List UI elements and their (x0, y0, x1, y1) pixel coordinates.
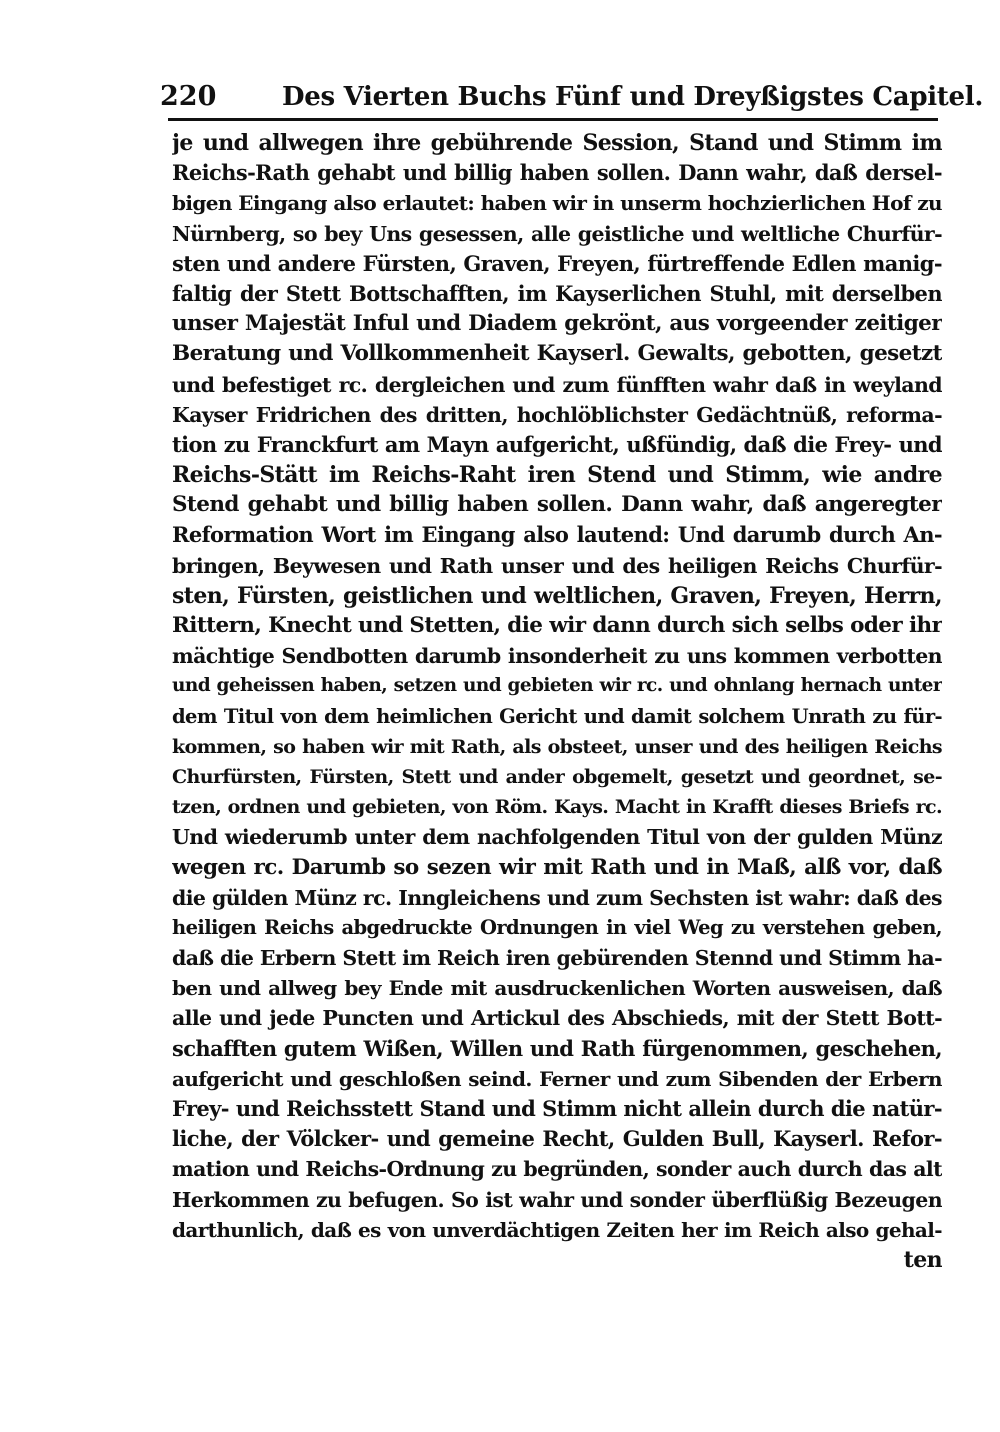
page-number: 220 (160, 81, 217, 112)
page-header (160, 80, 984, 120)
text-line: die gülden Münz rc. Inngleichens und zum Sechsten ist wahr: daß des (172, 885, 942, 910)
text-line: Reformation Wort im Eingang also lautend: Und darumb durch An- (172, 522, 942, 548)
text-line: wegen rc. Darumb so sezen wir mit Rath und in Maß, alß vor, daß (172, 854, 942, 880)
text-line: Herkommen zu befugen. So ist wahr und sonder überflüßig Bezeugen (172, 1187, 942, 1212)
text-line: kommen, so haben wir mit Rath, als obsteet, unser und des heiligen Reichs (172, 735, 942, 758)
text-line: je und allwegen ihre gebührende Session, Stand und Stimm im (172, 130, 942, 156)
text-line: mation und Reichs-Ordnung zu begründen, sonder auch durch das alt (172, 1157, 942, 1182)
text-line: bringen, Beywesen und Rath unser und des heiligen Reichs Churfür- (172, 553, 942, 578)
text-line: Stend gehabt und billig haben sollen. Dann wahr, daß angeregter (172, 492, 942, 518)
text-line: darthunlich, daß es von unverdächtigen Zeiten her im Reich also gehal- (172, 1217, 942, 1242)
text-line: Churfürsten, Fürsten, Stett und ander obgemelt, gesetzt und geordnet, se- (172, 765, 942, 788)
text-line: tzen, ordnen und gebieten, von Röm. Kays. Macht in Krafft dieses Briefs rc. (172, 796, 942, 819)
text-line: und befestiget rc. dergleichen und zum fünfften wahr daß in weyland (172, 372, 942, 397)
text-line: Kayser Fridrichen des dritten, hochlöblichster Gedächtnüß, reforma- (172, 402, 942, 427)
text-line: tion zu Franckfurt am Mayn aufgericht, ußfündig, daß die Frey- und (172, 431, 942, 457)
text-line: daß die Erbern Stett im Reich iren gebürenden Stennd und Stimm ha- (172, 946, 942, 971)
text-line: ben und allweg bey Ende mit ausdruckenlichen Worten ausweisen, daß (172, 976, 942, 1001)
text-line: Rittern, Knecht und Stetten, die wir dann durch sich selbs oder ihr (172, 613, 942, 638)
text-line: und geheissen haben, setzen und gebieten wir rc. und ohnlang hernach unter (172, 675, 942, 697)
text-line: faltig der Stett Bottschafften, im Kayserlichen Stuhl, mit derselben (172, 280, 942, 306)
text-line: schafften gutem Wißen, Willen und Rath fürgenommen, geschehen, (172, 1035, 942, 1061)
text-line: Reichs-Rath gehabt und billig haben sollen. Dann wahr, daß dersel- (172, 160, 942, 186)
catchword: ten (903, 1246, 942, 1273)
text-line: heiligen Reichs abgedruckte Ordnungen in viel Weg zu verstehen geben, (172, 915, 942, 939)
text-line: Nürnberg, so bey Uns gesessen, alle geistliche und weltliche Churfür- (172, 221, 942, 246)
text-line: Beratung und Vollkommenheit Kayserl. Gewalts, gebotten, gesetzt (172, 341, 942, 367)
text-line: Reichs-Stätt im Reichs-Raht iren Stend und Stimm, wie andre (172, 462, 942, 489)
text-line: liche, der Völcker- und gemeine Recht, Gulden Bull, Kayserl. Refor- (172, 1126, 942, 1152)
text-line: alle und jede Puncten und Artickul des Abschieds, mit der Stett Bott- (172, 1006, 942, 1031)
text-line: Frey- und Reichsstett Stand und Stimm nicht allein durch die natür- (172, 1096, 942, 1121)
header-rule (168, 118, 938, 121)
text-line: sten, Fürsten, geistlichen und weltlichen, Graven, Freyen, Herrn, (172, 582, 942, 609)
running-title: Des Vierten Buchs Fünf und Dreyßigstes Capitel. (282, 82, 984, 112)
text-line: mächtige Sendbotten darumb insonderheit zu uns kommen verbotten (172, 644, 942, 669)
text-line: Und wiederumb unter dem nachfolgenden Titul von der gulden Münz (172, 825, 942, 850)
text-line: aufgericht und geschloßen seind. Ferner und zum Sibenden der Erbern (172, 1066, 942, 1091)
text-line: sten und andere Fürsten, Graven, Freyen, fürtreffende Edlen manig- (172, 250, 942, 276)
body-text (172, 128, 942, 1275)
text-line: dem Titul von dem heimlichen Gericht und damit solchem Unrath zu für- (172, 704, 942, 728)
text-line: unser Majestät Inful und Diadem gekrönt, aus vorgeender zeitiger (172, 311, 942, 337)
text-line: bigen Eingang also erlautet: haben wir in unserm hochzierlichen Hof zu (172, 191, 942, 216)
